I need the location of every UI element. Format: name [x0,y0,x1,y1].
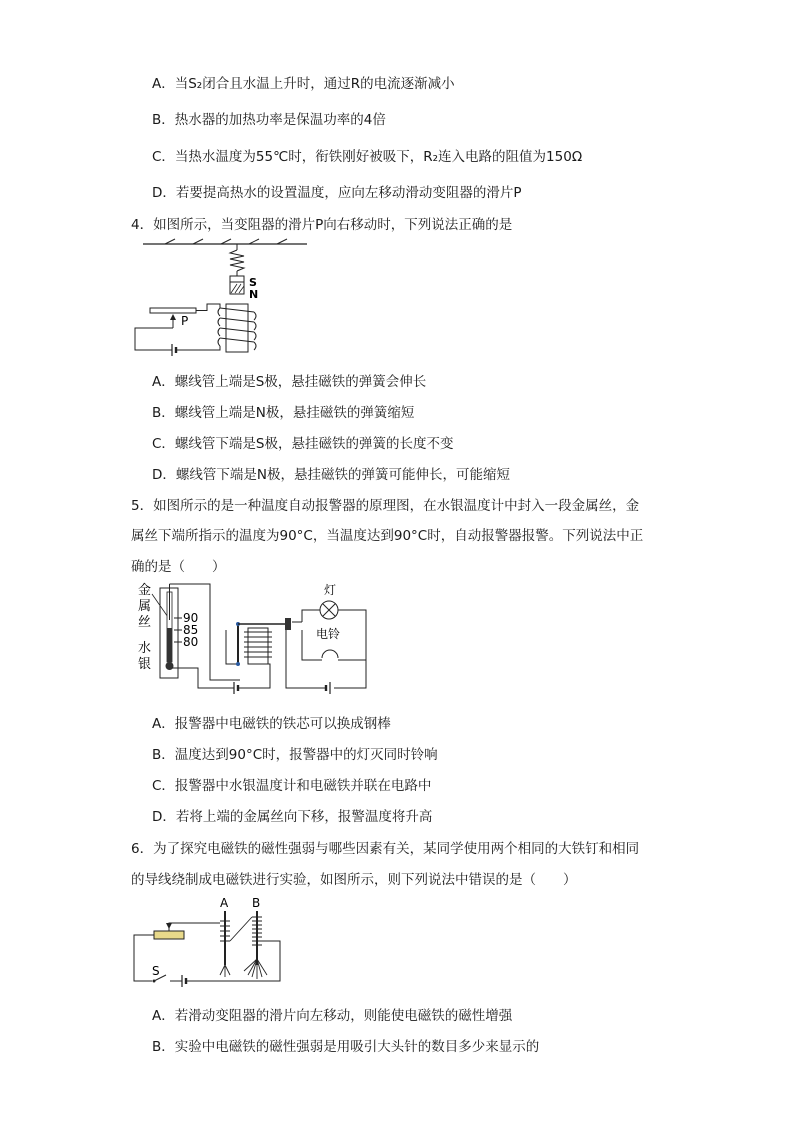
q6-s-label: S [152,964,160,978]
q6-option-b: B．实验中电磁铁的磁性强弱是用吸引大头针的数目多少来显示的 [152,1039,540,1055]
q4-option-a: A．螺线管上端是S极，悬挂磁铁的弹簧会伸长 [152,374,427,390]
q3-option-d: D．若要提高热水的设置温度，应向左移动滑动变阻器的滑片P [152,185,522,201]
q6-stem-line-1: 6．为了探究电磁铁的磁性强弱与哪些因素有关，某同学使用两个相同的大铁钉和相同 [131,841,640,857]
q4-option-c: C．螺线管下端是S极，悬挂磁铁的弹簧的长度不变 [152,436,454,452]
q5-mercury-label-2: 银 [138,657,152,672]
q5-stem-line-1: 5．如图所示的是一种温度自动报警器的原理图，在水银温度计中封入一段金属丝，金 [131,498,640,514]
q5-lamp-label: 灯 [324,583,337,597]
q6-figure [130,893,290,993]
q4-option-b: B．螺线管上端是N极，悬挂磁铁的弹簧缩短 [152,405,415,421]
q5-stem-line-3: 确的是（ ） [131,559,226,575]
q6-stem-line-2: 的导线绕制成电磁铁进行实验，如图所示，则下列说法中错误的是（ ） [131,872,577,888]
q4-p-label: P [181,314,189,328]
q4-figure [125,238,325,358]
q3-option-a: A．当S₂闭合且水温上升时，通过R的电流逐渐减小 [152,76,455,92]
q5-figure [130,580,380,700]
q4-s-label: S [249,276,257,289]
q5-tick-85: 85 [183,623,199,637]
q4-stem: 4．如图所示，当变阻器的滑片P向右移动时，下列说法正确的是 [131,217,513,233]
q5-option-c: C．报警器中水银温度计和电磁铁并联在电路中 [152,778,432,794]
q5-metal-label-3: 丝 [138,615,152,630]
q5-option-b: B．温度达到90°C时，报警器中的灯灭同时铃响 [152,747,438,763]
q6-option-a: A．若滑动变阻器的滑片向左移动，则能使电磁铁的磁性增强 [152,1008,513,1024]
q4-option-d: D．螺线管下端是N极，悬挂磁铁的弹簧可能伸长，可能缩短 [152,467,510,483]
q5-tick-80: 80 [183,635,199,649]
q5-metal-label-2: 属 [138,599,152,614]
q6-a-label: A [220,896,229,910]
q4-n-label: N [249,288,259,301]
q5-bell-label: 电铃 [316,627,341,641]
q5-mercury-label-1: 水 [138,641,152,656]
q5-metal-label-1: 金 [138,583,152,598]
q3-option-c: C．当热水温度为55℃时，衔铁刚好被吸下，R₂连入电路的阻值为150Ω [152,149,583,165]
q5-option-d: D．若将上端的金属丝向下移，报警温度将升高 [152,809,433,825]
q5-stem-line-2: 属丝下端所指示的温度为90°C，当温度达到90°C时，自动报警器报警。下列说法中正 [131,528,644,544]
q5-option-a: A．报警器中电磁铁的铁芯可以换成钢棒 [152,716,391,732]
q5-tick-90: 90 [183,611,199,625]
q3-option-b: B．热水器的加热功率是保温功率的4倍 [152,112,386,128]
q6-b-label: B [252,896,261,910]
